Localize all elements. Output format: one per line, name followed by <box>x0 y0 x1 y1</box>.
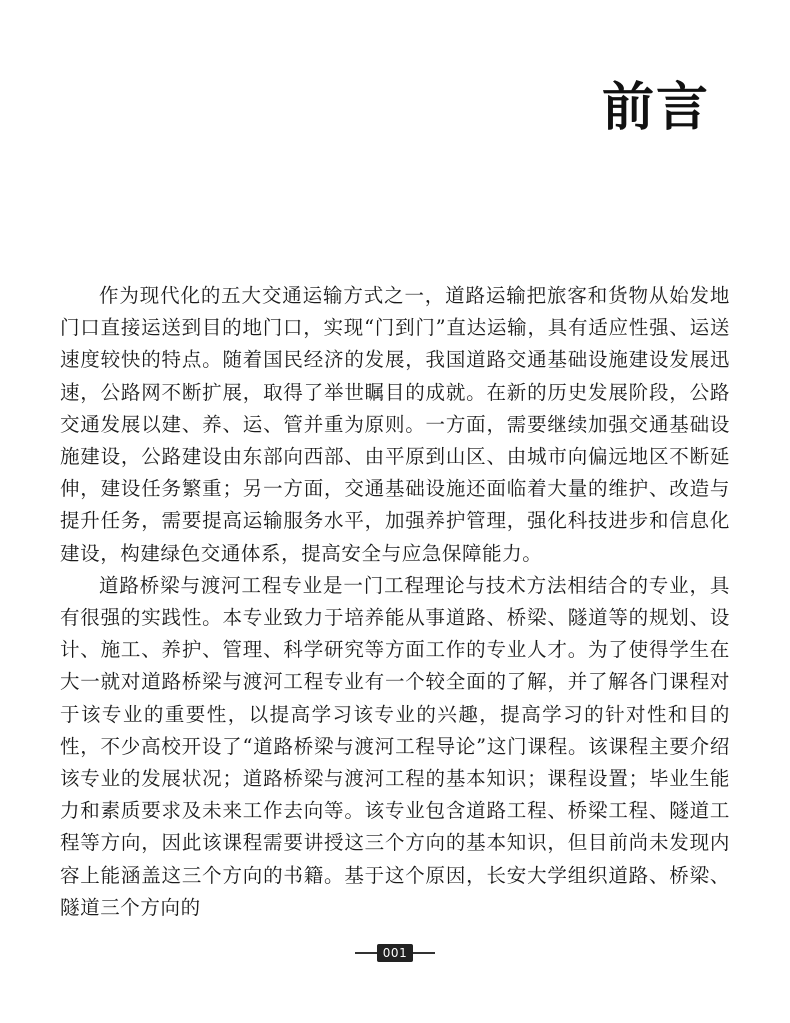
page-title: 前言 <box>601 78 710 138</box>
paragraph-1: 作为现代化的五大交通运输方式之一，道路运输把旅客和货物从始发地门口直接运送到目的地门口，实现“门到门”直达运输，具有适应性强、运送速度较快的特点。随着国民经济的发展，我国道路交通基础设施建设发展迅速，公路网不断扩展，取得了举世瞩目的成就。在新的历史发展阶段，公路交通发展以建、养、运、管并重为原则。一方面，需要继续加强交通基础设施建设，公路建设由东部向西部、由平原到山区、由城市向偏远地区不断延伸，建设任务繁重；另一方面，交通基础设施还面临着大量的维护、改造与提升任务，需要提高运输服务水平，加强养护管理，强化科技进步和信息化建设，构建绿色交通体系，提高安全与应急保障能力。 <box>60 284 730 565</box>
page-number: 001 <box>377 944 413 962</box>
page-footer <box>0 944 790 962</box>
paragraph-2: 道路桥梁与渡河工程专业是一门工程理论与技术方法相结合的专业，具有很强的实践性。本专业致力于培养能从事道路、桥梁、隧道等的规划、设计、施工、养护、管理、科学研究等方面工作的专业人才。为了使得学生在大一就对道路桥梁与渡河工程专业有一个较全面的了解，并了解各门课程对于该专业的重要性，以提高学习该专业的兴趣，提高学习的针对性和目的性，不少高校开设了“道路桥梁与渡河工程导论”这门课程。该课程主要介绍该专业的发展状况；道路桥梁与渡河工程的基本知识；课程设置；毕业生能力和素质要求及未来工作去向等。该专业包含道路工程、桥梁工程、隧道工程等方向，因此该课程需要讲授这三个方向的基本知识，但目前尚未发现内容上能涵盖这三个方向的书籍。基于这个原因，长安大学组织道路、桥梁、隧道三个方向的 <box>60 573 730 919</box>
footer-rule-right <box>413 952 435 954</box>
body-text <box>60 280 730 924</box>
footer-rule-left <box>355 952 377 954</box>
